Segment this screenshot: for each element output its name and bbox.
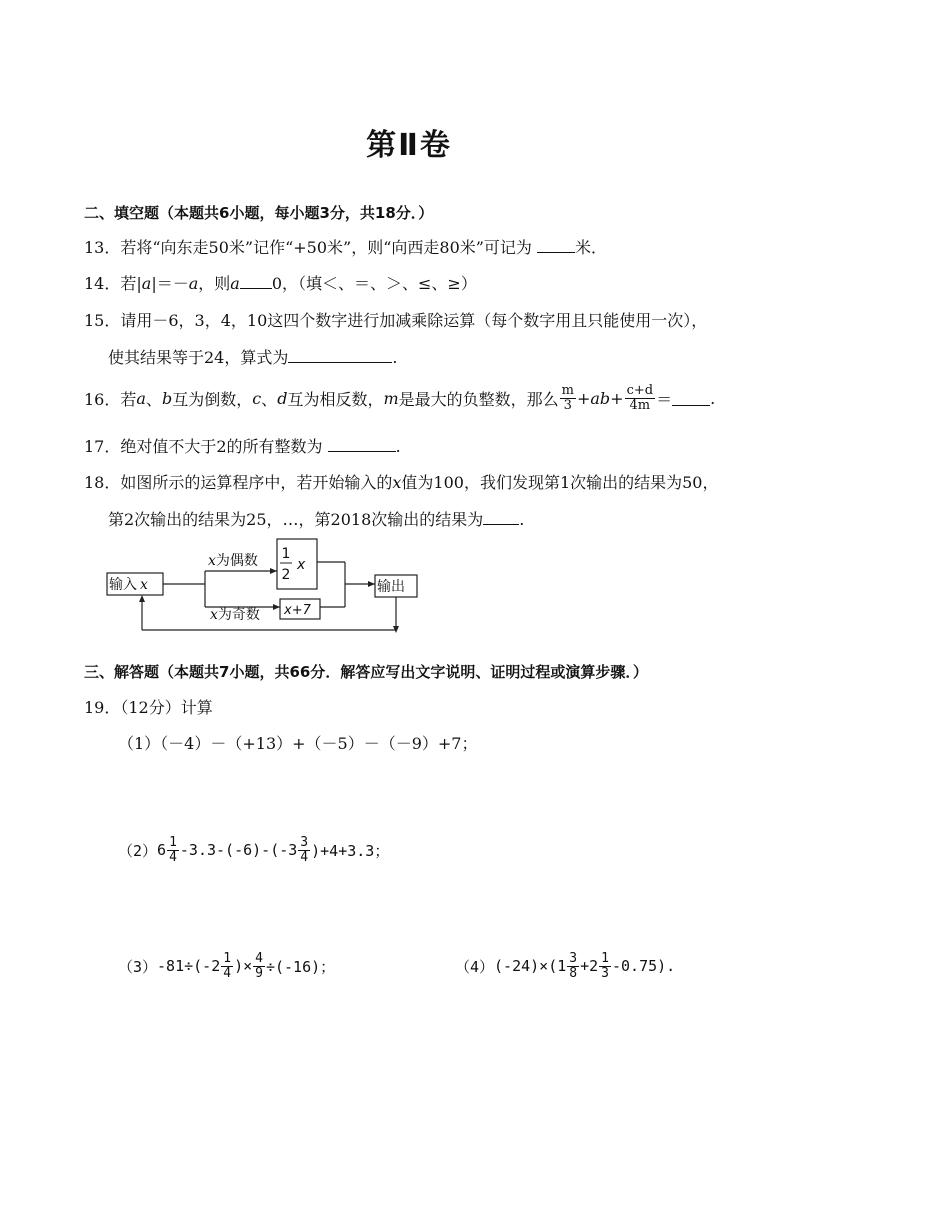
q16-part: 、 (261, 389, 278, 409)
q19-part-1: （1）（－4）－（+13）+（－5）－（－9）+7； (118, 734, 478, 753)
q19-part-4-text: +2 (580, 957, 599, 975)
q19-part-4-text: (-24)×(1 (494, 957, 567, 975)
q16-blank[interactable] (672, 391, 710, 406)
q18-var: x (392, 473, 402, 492)
q16-equals: ＝ (656, 389, 673, 409)
q17-blank[interactable] (328, 437, 396, 452)
q13-text: 13．若将“向东走50米”记作“+50米”，则“向西走80米”可记为 (84, 238, 538, 257)
question-18-line1 (84, 470, 719, 493)
q15-tail: . (392, 348, 398, 367)
q16-var: b (161, 388, 173, 408)
q14-part: |＝－ (151, 274, 189, 293)
q13-tail: 米． (575, 238, 608, 257)
flow-half-den: 2 (281, 567, 291, 583)
q16-plus: + (576, 388, 591, 408)
q19-part-2-text: )+4+3.3； (311, 841, 390, 860)
question-15-line1: 15．请用－6，3，4，10这四个数字进行加减乘除运算（每个数字用且只能使用一次）， (84, 311, 708, 330)
q19-part-4 (455, 946, 675, 986)
q19-part-4-text: -0.75). (612, 957, 676, 975)
q18-blank[interactable] (483, 510, 519, 525)
q14-var: a (188, 274, 199, 293)
q14-var: a (141, 274, 152, 293)
q19-part-3-fraction: $\frac{1}{4}$ (223, 950, 232, 981)
question-15-line2 (108, 345, 397, 368)
question-14 (84, 271, 477, 294)
q18-text: 第2次输出的结果为25，…，第2018次输出的结果为 (108, 510, 484, 529)
q16-fraction-m-over-3: $\frac{m}{3}$ (561, 382, 574, 413)
question-16 (84, 378, 715, 418)
q18-tail: . (519, 510, 525, 529)
q19-part-3-label: （3） (118, 957, 158, 976)
q18-text: 值为100，我们发现第1次输出的结果为50， (401, 473, 719, 492)
q16-var: a (136, 388, 146, 408)
q14-part: 0，（填＜、＝、＞、≤、≥） (271, 274, 477, 293)
question-13 (84, 235, 607, 258)
question-17 (84, 434, 401, 457)
q16-part: 互为相反数， (287, 389, 384, 409)
flow-output-text: 输出 (377, 579, 405, 595)
q17-tail: . (395, 437, 401, 456)
q16-part: 16．若 (84, 389, 137, 409)
flow-even-label: x为偶数 (208, 553, 258, 569)
q19-part-2-text: 6 (157, 841, 167, 859)
q14-var: a (230, 274, 240, 293)
q19-part-3 (118, 946, 335, 986)
flow-half-var: x (297, 557, 306, 573)
q16-var: c (252, 388, 262, 408)
q19-part-2-label: （2） (118, 841, 158, 860)
q19-part-4-label: （4） (455, 957, 495, 976)
q15-text: 使其结果等于24，算式为 (108, 348, 289, 367)
q16-part: 、 (145, 389, 162, 409)
question-18-line2 (108, 507, 524, 530)
flow-input-text: 输入 x (109, 577, 148, 593)
q16-fraction-cd-over-4m: $\frac{c+d}{4m}$ (626, 382, 654, 413)
flow-add-expr: x+7 (284, 603, 311, 618)
q19-part-3-fraction: $\frac{4}{9}$ (255, 950, 263, 981)
flowchart-diagram (100, 535, 430, 640)
q19-part-3-text: ÷(-16)； (265, 957, 336, 976)
page-title: 第Ⅱ卷 (366, 128, 452, 163)
q17-text: 17．绝对值不大于2的所有整数为 (84, 437, 328, 456)
q19-part-4-fraction: $\frac{1}{3}$ (601, 950, 609, 981)
q16-part: 是最大的负整数，那么 (398, 389, 559, 409)
section-3-heading: 三、解答题（本题共7小题，共66分．解答应写出文字说明、证明过程或演算步骤．） (84, 663, 648, 681)
q19-part-4-fraction: $\frac{3}{8}$ (569, 950, 578, 981)
q19-part-3-text: -81÷(-2 (157, 957, 221, 975)
q16-var: ab (590, 388, 611, 408)
q14-part: ，则 (198, 274, 231, 293)
q13-blank[interactable] (537, 238, 575, 253)
q18-text: 18．如图所示的运算程序中，若开始输入的 (84, 473, 393, 492)
section-2-heading: 二、填空题（本题共6小题，每小题3分，共18分．） (84, 204, 434, 222)
flow-half-num: 1 (281, 546, 291, 562)
q16-var: m (383, 388, 399, 408)
q16-plus: + (610, 388, 624, 408)
q19-part-2-fraction: $\frac{1}{4}$ (169, 834, 177, 865)
question-19-title: 19．（12分）计算 (84, 698, 213, 717)
q16-part: 互为倒数， (172, 389, 253, 409)
q19-part-2-text: -3.3-(-6)-(-3 (179, 841, 298, 859)
flow-odd-label: x为奇数 (210, 607, 260, 623)
q14-blank[interactable] (240, 274, 272, 289)
q15-blank[interactable] (288, 348, 392, 363)
q14-part: 14．若| (84, 274, 142, 293)
q19-part-3-text: )× (234, 957, 253, 975)
q19-part-2-fraction: $\frac{3}{4}$ (300, 834, 309, 865)
q16-var: d (277, 388, 288, 408)
q16-tail: . (710, 388, 716, 408)
q19-part-2 (118, 830, 389, 870)
